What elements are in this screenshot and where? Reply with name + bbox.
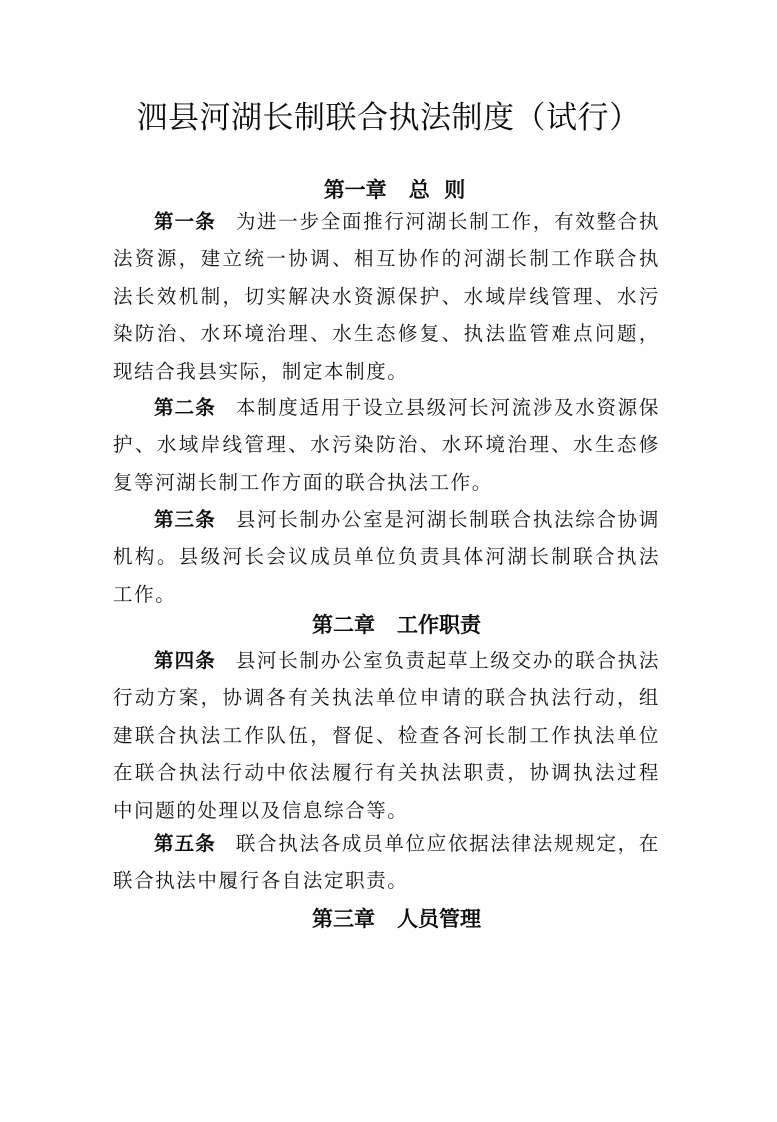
article-label: 第三条 xyxy=(154,508,216,531)
chapter-heading-2 xyxy=(8,609,777,639)
article-paragraph-4 xyxy=(113,642,660,829)
article-paragraph-3 xyxy=(113,501,660,613)
article-label: 第五条 xyxy=(154,832,216,855)
chapter-label: 第一章 xyxy=(323,178,387,202)
chapter-name: 工作职责 xyxy=(397,613,481,637)
article-paragraph-5 xyxy=(113,825,660,900)
article-text: 联合执法各成员单位应依据法律法规规定，在联合执法中履行各自法定职责。 xyxy=(113,832,660,893)
article-paragraph-2 xyxy=(113,389,660,501)
article-label: 第二条 xyxy=(154,396,216,419)
chapter-heading-1 xyxy=(6,174,777,204)
article-paragraph-1 xyxy=(113,203,660,390)
article-text: 县河长制办公室是河湖长制联合执法综合协调机构。县级河长会议成员单位负责具体河湖长制联合执法工作。 xyxy=(113,508,660,606)
article-text: 本制度适用于设立县级河长河流涉及水资源保护、水域岸线管理、水污染防治、水环境治理、水生态修复等河湖长制工作方面的联合执法工作。 xyxy=(113,396,660,494)
article-label: 第四条 xyxy=(154,649,216,672)
chapter-name: 人员管理 xyxy=(397,907,481,931)
chapter-label: 第三章 xyxy=(312,907,375,931)
chapter-heading-3 xyxy=(8,903,777,933)
article-text: 为进一步全面推行河湖长制工作，有效整合执法资源，建立统一协调、相互协作的河湖长制工作联合执法长效机制，切实解决水资源保护、水域岸线管理、水污染防治、水环境治理、水生态修复、执法监管难点问题，现结合我县实际，制定本制度。 xyxy=(113,210,660,383)
document-title: 泗县河湖长制联合执法制度（试行） xyxy=(136,100,641,136)
chapter-label: 第二章 xyxy=(312,613,375,637)
chapter-name: 总 则 xyxy=(408,178,466,202)
article-label: 第一条 xyxy=(154,210,216,233)
article-text: 县河长制办公室负责起草上级交办的联合执法行动方案，协调各有关执法单位申请的联合执法行动，组建联合执法工作队伍，督促、检查各河长制工作执法单位在联合执法行动中依法履行有关执法职责，协调执法过程中问题的处理以及信息综合等。 xyxy=(113,649,660,822)
